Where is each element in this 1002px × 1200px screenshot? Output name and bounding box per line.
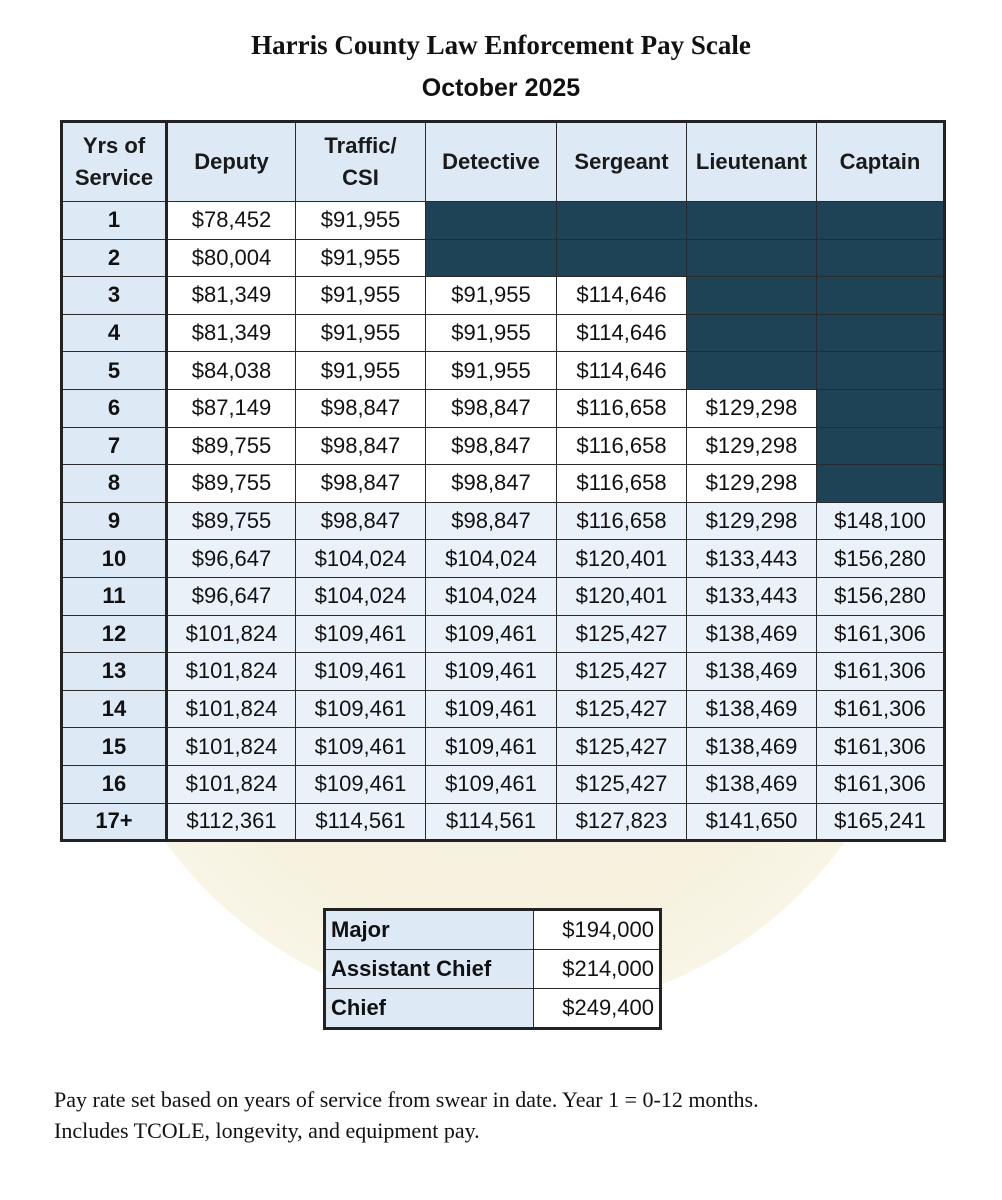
salary-cell: $91,955 xyxy=(296,314,426,352)
salary-cell: $129,298 xyxy=(687,389,817,427)
salary-cell: $141,650 xyxy=(687,803,817,841)
salary-cell: $109,461 xyxy=(426,615,557,653)
years-cell: 13 xyxy=(62,653,167,691)
salary-cell: $114,561 xyxy=(296,803,426,841)
unavailable-cell xyxy=(817,202,945,240)
salary-cell: $109,461 xyxy=(296,690,426,728)
salary-cell: $133,443 xyxy=(687,540,817,578)
column-header-deputy: Deputy xyxy=(167,122,296,202)
salary-cell: $98,847 xyxy=(296,427,426,465)
salary-cell: $114,646 xyxy=(557,277,687,315)
footnote xyxy=(54,1084,974,1146)
salary-cell: $129,298 xyxy=(687,502,817,540)
salary-cell: $78,452 xyxy=(167,202,296,240)
salary-cell: $125,427 xyxy=(557,728,687,766)
salary-cell: $104,024 xyxy=(296,577,426,615)
table-row xyxy=(62,653,945,691)
salary-cell: $91,955 xyxy=(426,314,557,352)
unavailable-cell xyxy=(557,239,687,277)
salary-cell: $112,361 xyxy=(167,803,296,841)
unavailable-cell xyxy=(817,352,945,390)
unavailable-cell xyxy=(426,202,557,240)
unavailable-cell xyxy=(687,277,817,315)
salary-cell: $80,004 xyxy=(167,239,296,277)
salary-cell: $116,658 xyxy=(557,502,687,540)
unavailable-cell xyxy=(687,202,817,240)
salary-cell: $96,647 xyxy=(167,577,296,615)
column-header-years: Yrs of Service xyxy=(62,122,167,202)
salary-cell: $109,461 xyxy=(426,653,557,691)
unavailable-cell xyxy=(426,239,557,277)
table-row xyxy=(62,540,945,578)
unavailable-cell xyxy=(817,277,945,315)
salary-cell: $109,461 xyxy=(426,765,557,803)
years-cell: 4 xyxy=(62,314,167,352)
years-cell: 12 xyxy=(62,615,167,653)
column-header-captain: Captain xyxy=(817,122,945,202)
rank-salary: $249,400 xyxy=(534,989,661,1029)
table-row xyxy=(62,239,945,277)
table-row xyxy=(62,352,945,390)
table-row xyxy=(62,728,945,766)
years-cell: 10 xyxy=(62,540,167,578)
salary-cell: $114,646 xyxy=(557,314,687,352)
salary-cell: $101,824 xyxy=(167,728,296,766)
salary-cell: $125,427 xyxy=(557,653,687,691)
table-row xyxy=(62,577,945,615)
table-row xyxy=(62,389,945,427)
pay-table-body xyxy=(62,202,945,841)
years-cell: 6 xyxy=(62,389,167,427)
salary-cell: $89,755 xyxy=(167,502,296,540)
salary-cell: $125,427 xyxy=(557,615,687,653)
unavailable-cell xyxy=(817,389,945,427)
years-cell: 15 xyxy=(62,728,167,766)
salary-cell: $81,349 xyxy=(167,277,296,315)
footnote-line-1: Pay rate set based on years of service from swear in date. Year 1 = 0-12 months. xyxy=(54,1087,759,1112)
salary-cell: $138,469 xyxy=(687,690,817,728)
salary-cell: $91,955 xyxy=(296,202,426,240)
years-cell: 11 xyxy=(62,577,167,615)
salary-cell: $156,280 xyxy=(817,577,945,615)
page-title: Harris County Law Enforcement Pay Scale xyxy=(251,30,751,60)
salary-cell: $161,306 xyxy=(817,653,945,691)
salary-cell: $138,469 xyxy=(687,728,817,766)
salary-cell: $129,298 xyxy=(687,427,817,465)
unavailable-cell xyxy=(557,202,687,240)
column-header-lieutenant: Lieutenant xyxy=(687,122,817,202)
salary-cell: $156,280 xyxy=(817,540,945,578)
years-cell: 3 xyxy=(62,277,167,315)
salary-cell: $161,306 xyxy=(817,690,945,728)
years-cell: 16 xyxy=(62,765,167,803)
salary-cell: $125,427 xyxy=(557,765,687,803)
rank-name: Major xyxy=(325,910,534,950)
salary-cell: $84,038 xyxy=(167,352,296,390)
years-cell: 8 xyxy=(62,465,167,503)
salary-cell: $109,461 xyxy=(426,728,557,766)
rank-row xyxy=(325,949,661,989)
rank-salary: $214,000 xyxy=(534,949,661,989)
salary-cell: $161,306 xyxy=(817,728,945,766)
salary-cell: $116,658 xyxy=(557,389,687,427)
pay-table-header-row xyxy=(62,122,945,202)
salary-cell: $109,461 xyxy=(296,615,426,653)
rank-name: Assistant Chief xyxy=(325,949,534,989)
salary-cell: $98,847 xyxy=(296,389,426,427)
salary-cell: $91,955 xyxy=(296,239,426,277)
salary-cell: $125,427 xyxy=(557,690,687,728)
salary-cell: $138,469 xyxy=(687,765,817,803)
salary-cell: $161,306 xyxy=(817,765,945,803)
years-cell: 9 xyxy=(62,502,167,540)
salary-cell: $101,824 xyxy=(167,615,296,653)
salary-cell: $91,955 xyxy=(426,277,557,315)
years-cell: 1 xyxy=(62,202,167,240)
years-cell: 14 xyxy=(62,690,167,728)
salary-cell: $104,024 xyxy=(426,540,557,578)
salary-cell: $129,298 xyxy=(687,465,817,503)
salary-cell: $98,847 xyxy=(296,465,426,503)
salary-cell: $161,306 xyxy=(817,615,945,653)
table-row xyxy=(62,427,945,465)
rank-salary: $194,000 xyxy=(534,910,661,950)
salary-cell: $81,349 xyxy=(167,314,296,352)
table-row xyxy=(62,690,945,728)
table-row xyxy=(62,502,945,540)
table-row xyxy=(62,765,945,803)
salary-cell: $98,847 xyxy=(426,502,557,540)
unavailable-cell xyxy=(817,239,945,277)
salary-cell: $165,241 xyxy=(817,803,945,841)
rank-row xyxy=(325,989,661,1029)
salary-cell: $104,024 xyxy=(296,540,426,578)
years-cell: 5 xyxy=(62,352,167,390)
salary-cell: $89,755 xyxy=(167,465,296,503)
salary-cell: $133,443 xyxy=(687,577,817,615)
command-ranks-table xyxy=(323,908,662,1030)
salary-cell: $109,461 xyxy=(296,653,426,691)
table-row xyxy=(62,277,945,315)
unavailable-cell xyxy=(817,427,945,465)
salary-cell: $148,100 xyxy=(817,502,945,540)
pay-scale-table xyxy=(60,120,946,842)
salary-cell: $120,401 xyxy=(557,540,687,578)
unavailable-cell xyxy=(817,465,945,503)
column-header-sergeant: Sergeant xyxy=(557,122,687,202)
salary-cell: $114,646 xyxy=(557,352,687,390)
table-row xyxy=(62,803,945,841)
salary-cell: $114,561 xyxy=(426,803,557,841)
salary-cell: $109,461 xyxy=(296,765,426,803)
salary-cell: $91,955 xyxy=(426,352,557,390)
salary-cell: $101,824 xyxy=(167,690,296,728)
salary-cell: $127,823 xyxy=(557,803,687,841)
salary-cell: $109,461 xyxy=(296,728,426,766)
salary-cell: $109,461 xyxy=(426,690,557,728)
unavailable-cell xyxy=(687,314,817,352)
unavailable-cell xyxy=(817,314,945,352)
column-header-traffic-csi: Traffic/ CSI xyxy=(296,122,426,202)
salary-cell: $101,824 xyxy=(167,765,296,803)
salary-cell: $98,847 xyxy=(296,502,426,540)
salary-cell: $138,469 xyxy=(687,653,817,691)
page-subtitle: October 2025 xyxy=(421,74,581,102)
years-cell: 2 xyxy=(62,239,167,277)
salary-cell: $96,647 xyxy=(167,540,296,578)
table-row xyxy=(62,465,945,503)
table-row xyxy=(62,314,945,352)
salary-cell: $98,847 xyxy=(426,465,557,503)
table-row xyxy=(62,202,945,240)
unavailable-cell xyxy=(687,352,817,390)
salary-cell: $98,847 xyxy=(426,389,557,427)
footnote-line-2: Includes TCOLE, longevity, and equipment pay. xyxy=(54,1118,480,1143)
salary-cell: $116,658 xyxy=(557,465,687,503)
table-row xyxy=(62,615,945,653)
salary-cell: $138,469 xyxy=(687,615,817,653)
salary-cell: $104,024 xyxy=(426,577,557,615)
salary-cell: $91,955 xyxy=(296,352,426,390)
column-header-detective: Detective xyxy=(426,122,557,202)
salary-cell: $87,149 xyxy=(167,389,296,427)
salary-cell: $91,955 xyxy=(296,277,426,315)
salary-cell: $116,658 xyxy=(557,427,687,465)
salary-cell: $101,824 xyxy=(167,653,296,691)
rank-name: Chief xyxy=(325,989,534,1029)
salary-cell: $89,755 xyxy=(167,427,296,465)
salary-cell: $98,847 xyxy=(426,427,557,465)
salary-cell: $120,401 xyxy=(557,577,687,615)
years-cell: 17+ xyxy=(62,803,167,841)
rank-row xyxy=(325,910,661,950)
years-cell: 7 xyxy=(62,427,167,465)
unavailable-cell xyxy=(687,239,817,277)
